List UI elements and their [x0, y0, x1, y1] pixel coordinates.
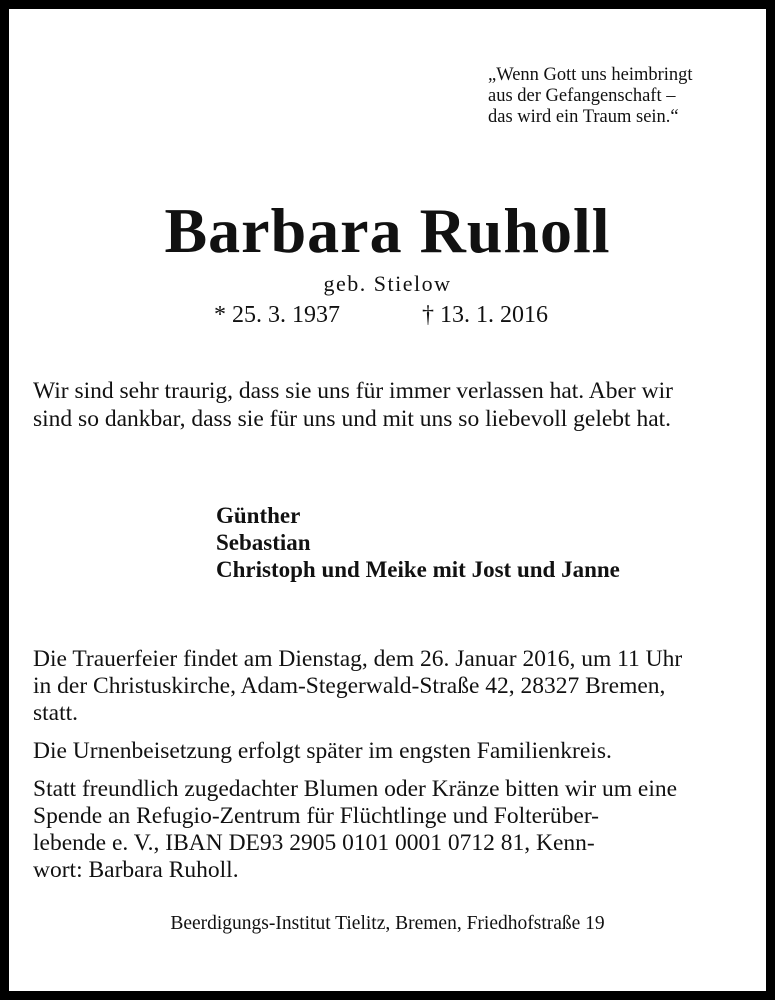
donation-text: Statt freundlich zugedachter Blumen oder Kränze bitten wir um eine Spende an Refugio-Zentrum für Flüchtlinge und Folterüber- lebende e. V., IBAN DE93 2905 0101 0001 0712 81, Kenn- wort: Barbara Ruholl.: [33, 776, 678, 883]
deceased-name: Barbara Ruholl: [164, 195, 611, 266]
birth-date: * 25. 3. 1937: [214, 302, 340, 328]
funeral-service-text: Die Trauerfeier findet am Dienstag, dem 26. Januar 2016, um 11 Uhr in der Christuskirche, Adam-Stegerwald-Straße 42, 28327 Bremen, statt.: [33, 646, 683, 726]
urn-burial-text: Die Urnenbeisetzung erfolgt später im engsten Familienkreis.: [33, 738, 612, 764]
family-member: Sebastian: [216, 530, 311, 555]
mourning-text: Wir sind sehr traurig, dass sie uns für immer verlassen hat. Aber wir sind so dankbar, dass sie für uns und mit uns so liebevoll gelebt hat.: [33, 378, 673, 432]
funeral-home: Beerdigungs-Institut Tielitz, Bremen, Friedhofstraße 19: [170, 913, 605, 934]
life-dates: [214, 302, 548, 329]
maiden-name: geb. Stielow: [323, 271, 452, 296]
family-member: Christoph und Meike mit Jost und Janne: [216, 557, 620, 582]
obituary-notice: [9, 9, 766, 991]
death-date: † 13. 1. 2016: [422, 302, 548, 328]
family-list: [216, 502, 620, 583]
family-member: Günther: [216, 503, 301, 528]
funeral-info: [33, 646, 745, 895]
bible-quote: „Wenn Gott uns heimbringt aus der Gefangenschaft – das wird ein Traum sein.“: [488, 65, 693, 127]
